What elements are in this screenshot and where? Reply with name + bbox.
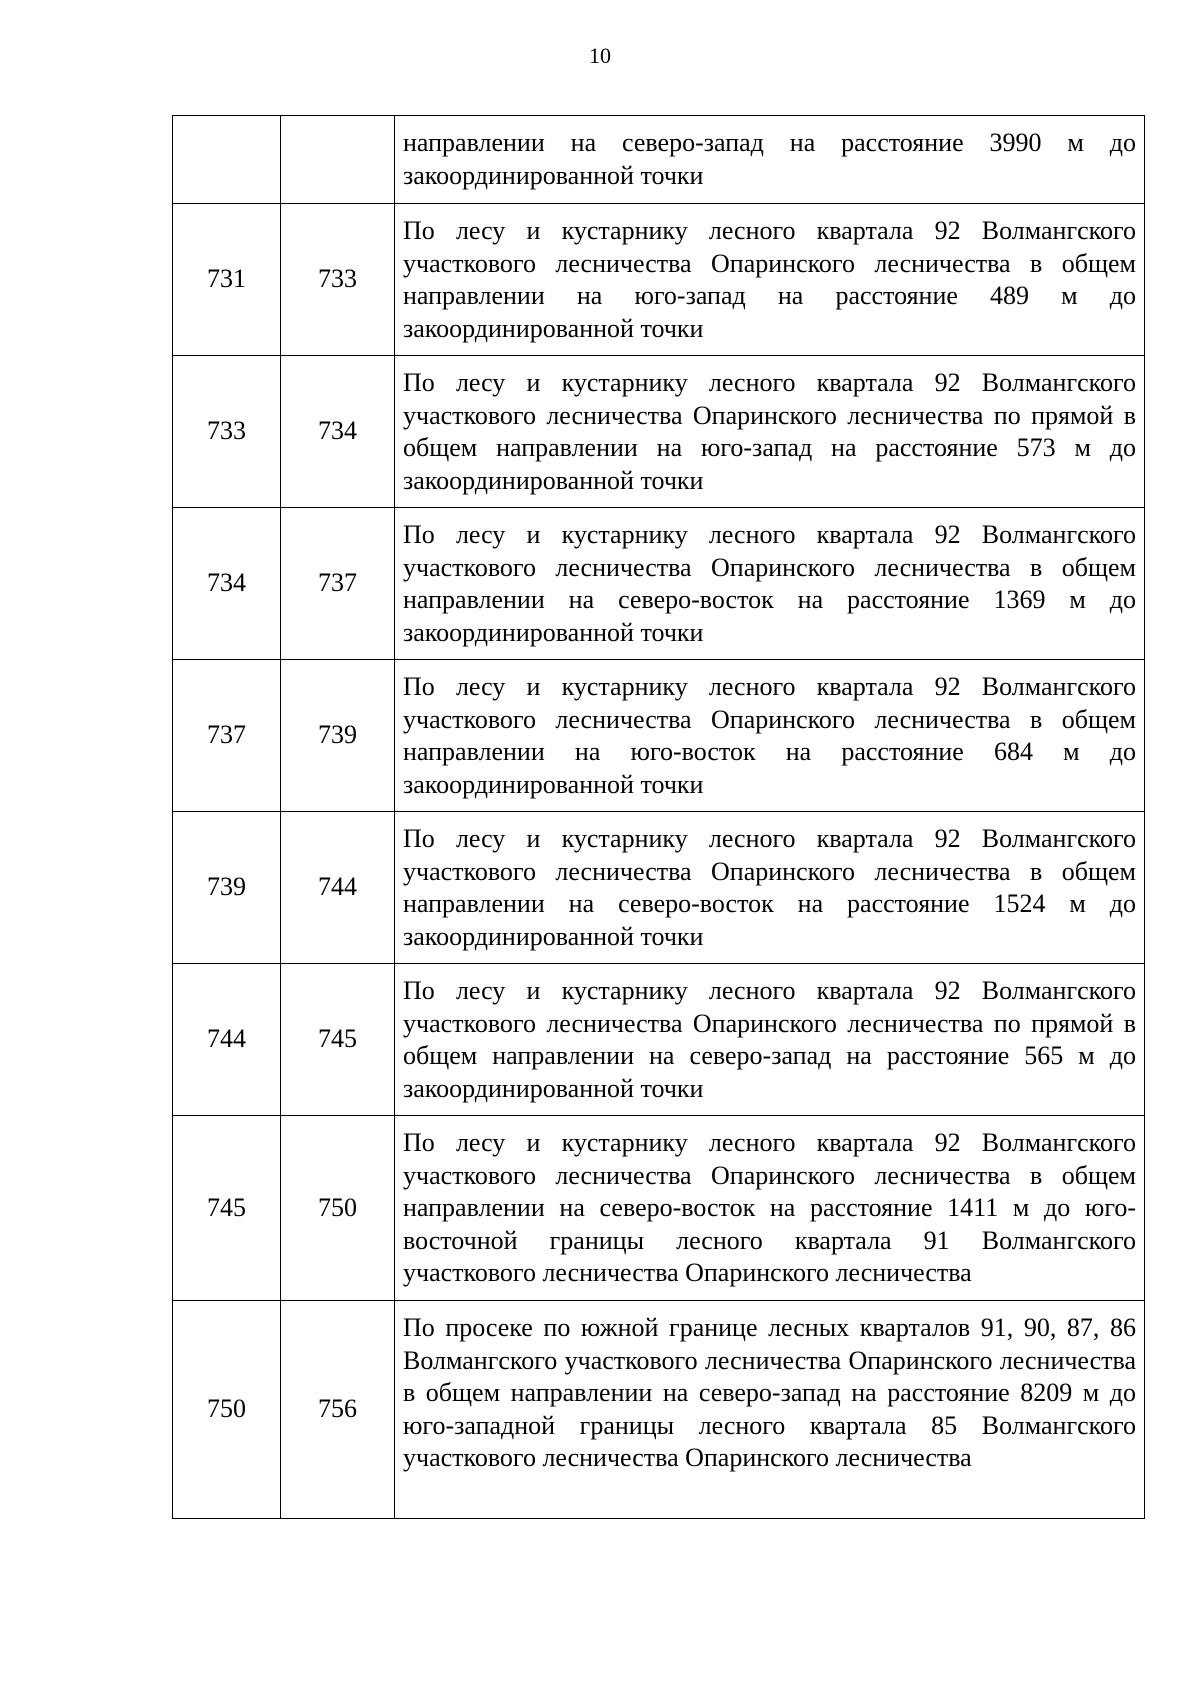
description-cell: По лесу и кустарнику лесного квартала 92 Волмангского участкового лесничества Опаринского лесничества в общем направлении на северо-восток на расстояние 1411 м до юго-восточной границы лесного квартала 91 Волмангского участкового лесничества Опаринского лесничества bbox=[395, 1116, 1145, 1301]
to-point-cell: 739 bbox=[281, 660, 395, 812]
description-cell: По лесу и кустарнику лесного квартала 92 Волмангского участкового лесничества Опаринского лесничества по прямой в общем направлении на северо-запад на расстояние 565 м до закоординированной точки bbox=[395, 964, 1145, 1116]
from-point-cell: 739 bbox=[173, 812, 281, 964]
description-cell: По лесу и кустарнику лесного квартала 92 Волмангского участкового лесничества Опаринского лесничества в общем направлении на северо-восток на расстояние 1524 м до закоординированной точки bbox=[395, 812, 1145, 964]
table-row bbox=[173, 964, 1145, 1116]
table-row bbox=[173, 1116, 1145, 1301]
table-row bbox=[173, 1301, 1145, 1519]
to-point-cell: 745 bbox=[281, 964, 395, 1116]
table-row bbox=[173, 660, 1145, 812]
table-row bbox=[173, 116, 1145, 204]
to-point-cell bbox=[281, 116, 395, 204]
page-number: 10 bbox=[589, 43, 611, 68]
from-point-cell bbox=[173, 116, 281, 204]
to-point-cell: 744 bbox=[281, 812, 395, 964]
to-point-cell: 750 bbox=[281, 1116, 395, 1301]
to-point-cell: 756 bbox=[281, 1301, 395, 1519]
from-point-cell: 731 bbox=[173, 204, 281, 356]
from-point-cell: 737 bbox=[173, 660, 281, 812]
table-row bbox=[173, 508, 1145, 660]
to-point-cell: 737 bbox=[281, 508, 395, 660]
description-cell: По просеке по южной границе лесных кварталов 91, 90, 87, 86 Волмангского участкового лесничества Опаринского лесничества в общем направлении на северо-запад на расстояние 8209 м до юго-западной границы лесного квартала 85 Волмангского участкового лесничества Опаринского лесничества bbox=[395, 1301, 1145, 1519]
description-cell: направлении на северо-запад на расстояние 3990 м до закоординированной точки bbox=[395, 116, 1145, 204]
description-cell: По лесу и кустарнику лесного квартала 92 Волмангского участкового лесничества Опаринского лесничества по прямой в общем направлении на юго-запад на расстояние 573 м до закоординированной точки bbox=[395, 356, 1145, 508]
from-point-cell: 745 bbox=[173, 1116, 281, 1301]
from-point-cell: 733 bbox=[173, 356, 281, 508]
description-cell: По лесу и кустарнику лесного квартала 92 Волмангского участкового лесничества Опаринского лесничества в общем направлении на северо-восток на расстояние 1369 м до закоординированной точки bbox=[395, 508, 1145, 660]
table-row bbox=[173, 356, 1145, 508]
description-cell: По лесу и кустарнику лесного квартала 92 Волмангского участкового лесничества Опаринского лесничества в общем направлении на юго-запад на расстояние 489 м до закоординированной точки bbox=[395, 204, 1145, 356]
description-cell: По лесу и кустарнику лесного квартала 92 Волмангского участкового лесничества Опаринского лесничества в общем направлении на юго-восток на расстояние 684 м до закоординированной точки bbox=[395, 660, 1145, 812]
table-row bbox=[173, 812, 1145, 964]
to-point-cell: 733 bbox=[281, 204, 395, 356]
table-row bbox=[173, 204, 1145, 356]
to-point-cell: 734 bbox=[281, 356, 395, 508]
from-point-cell: 734 bbox=[173, 508, 281, 660]
boundary-description-table bbox=[172, 115, 1145, 1519]
from-point-cell: 744 bbox=[173, 964, 281, 1116]
from-point-cell: 750 bbox=[173, 1301, 281, 1519]
